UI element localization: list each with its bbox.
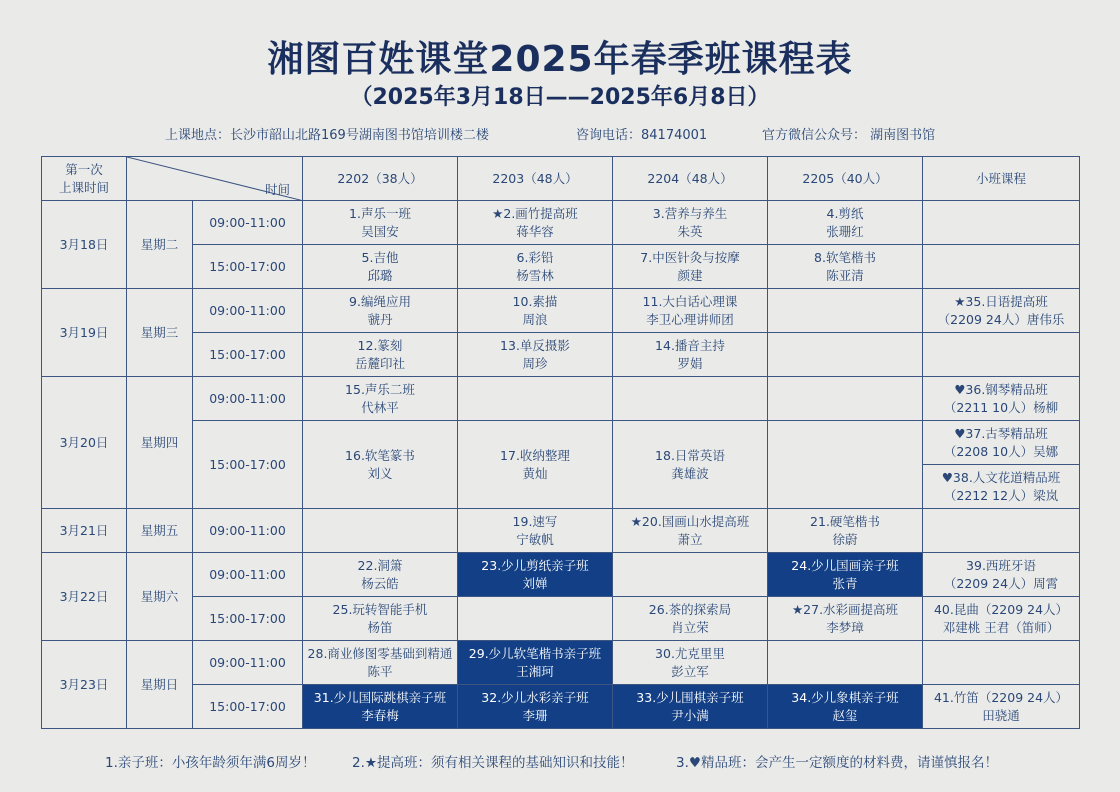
- note-family: 1.亲子班：小孩年龄须年满6周岁！: [105, 755, 316, 771]
- course-cell: [768, 509, 923, 553]
- course-cell-family: [458, 553, 613, 597]
- course-cell-family: [768, 685, 923, 729]
- course-name: 8.软笔楷书: [814, 249, 876, 265]
- weekday-cell: 星期六: [127, 553, 193, 641]
- course-name: 33.少儿围棋亲子班: [636, 689, 744, 705]
- course-cell: [923, 289, 1080, 333]
- course-teacher: 邱璐: [367, 267, 393, 283]
- course-cell: [768, 597, 923, 641]
- course-cell: [923, 377, 1080, 421]
- course-teacher: 宁敏帆: [516, 531, 554, 547]
- course-name: 30.尤克里里: [655, 645, 725, 661]
- date-cell: 3月21日: [42, 509, 127, 553]
- time-cell: 15:00-17:00: [193, 245, 303, 289]
- time-cell: 15:00-17:00: [193, 421, 303, 509]
- empty-cell: [923, 333, 1080, 377]
- course-name: ★20.国画山水提高班: [630, 513, 750, 529]
- course-cell: [458, 421, 613, 509]
- course-name: 24.少儿国画亲子班: [791, 557, 899, 573]
- course-teacher: 杨雪林: [516, 267, 554, 283]
- course-name: 10.素描: [512, 293, 558, 309]
- course-name: 14.播音主持: [655, 337, 725, 353]
- course-name: 25.玩转智能手机: [332, 601, 428, 617]
- empty-cell: [613, 553, 768, 597]
- course-teacher: 徐蔚: [832, 531, 858, 547]
- course-teacher: 李卫心理讲师团: [646, 311, 734, 327]
- course-name: 31.少儿国际跳棋亲子班: [313, 689, 447, 705]
- weekday-cell: 星期二: [127, 201, 193, 289]
- course-teacher: 赵玺: [832, 707, 858, 723]
- room-header: 小班课程: [923, 157, 1080, 201]
- course-teacher: （2211 10人）杨柳: [943, 399, 1059, 415]
- course-cell: [923, 553, 1080, 597]
- course-cell-family: [458, 685, 613, 729]
- course-cell: [613, 245, 768, 289]
- course-cell: [303, 421, 458, 509]
- course-name: ♥37.古琴精品班: [954, 425, 1048, 441]
- course-teacher: 陈平: [367, 663, 393, 679]
- course-name: 17.收纳整理: [500, 447, 570, 463]
- course-name: 12.篆刻: [357, 337, 403, 353]
- course-cell: [303, 333, 458, 377]
- course-cell: [923, 597, 1080, 641]
- time-cell: 09:00-11:00: [193, 201, 303, 245]
- empty-cell: [768, 333, 923, 377]
- weekday-cell: 星期日: [127, 641, 193, 729]
- empty-cell: [923, 641, 1080, 685]
- course-cell: [303, 377, 458, 421]
- empty-cell: [458, 377, 613, 421]
- course-name: 13.单反摄影: [500, 337, 570, 353]
- course-teacher: （2209 24人）唐伟乐: [937, 311, 1065, 327]
- phone-text: 咨询电话：84174001: [576, 128, 708, 143]
- empty-cell: [768, 641, 923, 685]
- course-name: 3.营养与养生: [652, 205, 728, 221]
- date-cell: 3月22日: [42, 553, 127, 641]
- footnotes: [0, 749, 1120, 771]
- course-cell: [613, 289, 768, 333]
- room-header: 2204（48人）: [613, 157, 768, 201]
- time-cell: 15:00-17:00: [193, 597, 303, 641]
- course-teacher: 朱英: [677, 223, 703, 239]
- course-teacher: 张青: [832, 575, 858, 591]
- note-premium: 3.♥精品班：会产生一定额度的材料费，请谨慎报名！: [676, 755, 998, 771]
- empty-cell: [768, 377, 923, 421]
- course-teacher: （2208 10人）吴娜: [943, 443, 1059, 459]
- course-name: 4.剪纸: [826, 205, 864, 221]
- course-teacher: 王湘珂: [516, 663, 554, 679]
- course-name: 6.彩铅: [516, 249, 554, 265]
- header-diagonal-cell: [127, 157, 303, 201]
- course-teacher: 黄灿: [522, 465, 548, 481]
- course-cell-family: [303, 685, 458, 729]
- course-name: 7.中医针灸与按摩: [640, 249, 740, 265]
- course-teacher: 颜建: [677, 267, 703, 283]
- course-teacher: 张珊红: [826, 223, 864, 239]
- course-name: 15.声乐二班: [345, 381, 415, 397]
- course-name: 9.编绳应用: [349, 293, 411, 309]
- course-name: ★35.日语提高班: [954, 293, 1048, 309]
- course-cell: [768, 201, 923, 245]
- date-cell: 3月20日: [42, 377, 127, 509]
- course-cell: [458, 201, 613, 245]
- course-teacher: 刘义: [367, 465, 393, 481]
- date-cell: 3月18日: [42, 201, 127, 289]
- course-name: 29.少儿软笔楷书亲子班: [468, 645, 602, 661]
- course-cell: [458, 509, 613, 553]
- room-header: 2205（40人）: [768, 157, 923, 201]
- course-teacher: 李梦璋: [826, 619, 864, 635]
- weekday-cell: 星期三: [127, 289, 193, 377]
- course-cell-family: [613, 685, 768, 729]
- course-cell-family: [768, 553, 923, 597]
- course-cell: [613, 201, 768, 245]
- time-cell: 09:00-11:00: [193, 641, 303, 685]
- date-cell: 3月23日: [42, 641, 127, 729]
- header-first-session: 第一次 上课时间: [42, 157, 127, 201]
- course-teacher: 萧立: [677, 531, 703, 547]
- course-cell: [458, 333, 613, 377]
- course-cell: [923, 465, 1080, 509]
- course-teacher: 蒋华容: [516, 223, 554, 239]
- course-teacher: 陈亚清: [826, 267, 864, 283]
- empty-cell: [923, 201, 1080, 245]
- course-name: 18.日常英语: [655, 447, 725, 463]
- course-name: 16.软笔篆书: [345, 447, 415, 463]
- course-cell: [458, 289, 613, 333]
- course-cell: [613, 597, 768, 641]
- course-teacher: 李春梅: [361, 707, 399, 723]
- course-cell: [613, 421, 768, 509]
- course-teacher: 代林平: [361, 399, 399, 415]
- course-name: 28.商业修图零基础到精通: [307, 645, 453, 661]
- course-teacher: 周浪: [522, 311, 548, 327]
- course-teacher: 彭立军: [671, 663, 709, 679]
- empty-cell: [768, 421, 923, 509]
- course-teacher: 刘婵: [522, 575, 548, 591]
- room-header: 2202（38人）: [303, 157, 458, 201]
- empty-cell: [303, 509, 458, 553]
- course-name: 40.昆曲（2209 24人）: [933, 601, 1069, 617]
- time-cell: 15:00-17:00: [193, 333, 303, 377]
- room-header: 2203（48人）: [458, 157, 613, 201]
- course-cell: [303, 641, 458, 685]
- date-range: （2025年3月18日——2025年6月8日）: [350, 85, 770, 110]
- course-name: 19.速写: [512, 513, 558, 529]
- course-teacher: 周珍: [522, 355, 548, 371]
- course-teacher: 岳麓印社: [354, 355, 405, 371]
- empty-cell: [613, 377, 768, 421]
- course-cell: [613, 333, 768, 377]
- course-name: 23.少儿剪纸亲子班: [481, 557, 589, 573]
- info-line: [0, 122, 1120, 144]
- course-name: 34.少儿象棋亲子班: [791, 689, 899, 705]
- course-cell: [613, 509, 768, 553]
- course-teacher: 吴国安: [361, 223, 399, 239]
- time-cell: 09:00-11:00: [193, 553, 303, 597]
- weekday-cell: 星期四: [127, 377, 193, 509]
- course-cell: [613, 641, 768, 685]
- course-cell: [303, 597, 458, 641]
- course-name: 41.竹笛（2209 24人）: [933, 689, 1069, 705]
- course-name: 1.声乐一班: [349, 205, 411, 221]
- address-text: 上课地点：长沙市韶山北路169号湖南图书馆培训楼二楼: [165, 128, 489, 143]
- course-teacher: 尹小满: [671, 707, 709, 723]
- time-cell: 09:00-11:00: [193, 377, 303, 421]
- course-cell: [923, 421, 1080, 465]
- course-name: ★2.画竹提高班: [492, 205, 578, 221]
- course-teacher: 李珊: [522, 707, 548, 723]
- course-name: 32.少儿水彩亲子班: [481, 689, 589, 705]
- empty-cell: [768, 289, 923, 333]
- note-advanced: 2.★提高班：须有相关课程的基础知识和技能！: [352, 755, 634, 771]
- course-teacher: 龚雄波: [671, 465, 709, 481]
- course-name: 5.吉他: [361, 249, 399, 265]
- date-cell: 3月19日: [42, 289, 127, 377]
- time-cell: 09:00-11:00: [193, 289, 303, 333]
- empty-cell: [923, 245, 1080, 289]
- course-cell: [923, 685, 1080, 729]
- course-cell: [303, 245, 458, 289]
- course-name: 11.大白话心理课: [642, 293, 738, 309]
- course-name: ♥38.人文花道精品班: [941, 469, 1061, 485]
- empty-cell: [923, 509, 1080, 553]
- course-teacher: 杨云皓: [361, 575, 399, 591]
- weekday-cell: 星期五: [127, 509, 193, 553]
- course-cell: [303, 201, 458, 245]
- course-name: ♥36.钢琴精品班: [954, 381, 1048, 397]
- course-name: 39.西班牙语: [966, 557, 1036, 573]
- course-teacher: 邓建桃 王君（笛师）: [942, 619, 1060, 635]
- course-name: 26.茶的探索局: [648, 601, 732, 617]
- course-cell: [458, 245, 613, 289]
- schedule-table: [41, 156, 1080, 729]
- header-time-label: 时间: [265, 182, 291, 197]
- course-name: ★27.水彩画提高班: [791, 601, 899, 617]
- course-name: 21.硬笔楷书: [810, 513, 880, 529]
- wechat-text: 官方微信公众号： 湖南图书馆: [762, 128, 936, 143]
- time-cell: 09:00-11:00: [193, 509, 303, 553]
- course-cell: [303, 553, 458, 597]
- course-cell: [768, 245, 923, 289]
- course-teacher: 罗娟: [677, 355, 703, 371]
- page-title: 湘图百姓课堂2025年春季班课程表: [267, 39, 853, 80]
- course-teacher: 肖立荣: [671, 619, 709, 635]
- course-name: 22.洞箫: [357, 557, 403, 573]
- course-teacher: 杨笛: [367, 619, 393, 635]
- course-teacher: （2209 24人）周霄: [943, 575, 1059, 591]
- course-cell: [303, 289, 458, 333]
- empty-cell: [458, 597, 613, 641]
- course-teacher: 田骁通: [982, 707, 1020, 723]
- time-cell: 15:00-17:00: [193, 685, 303, 729]
- course-cell-family: [458, 641, 613, 685]
- course-teacher: （2212 12人）梁岚: [943, 487, 1059, 503]
- course-teacher: 虢丹: [367, 311, 393, 327]
